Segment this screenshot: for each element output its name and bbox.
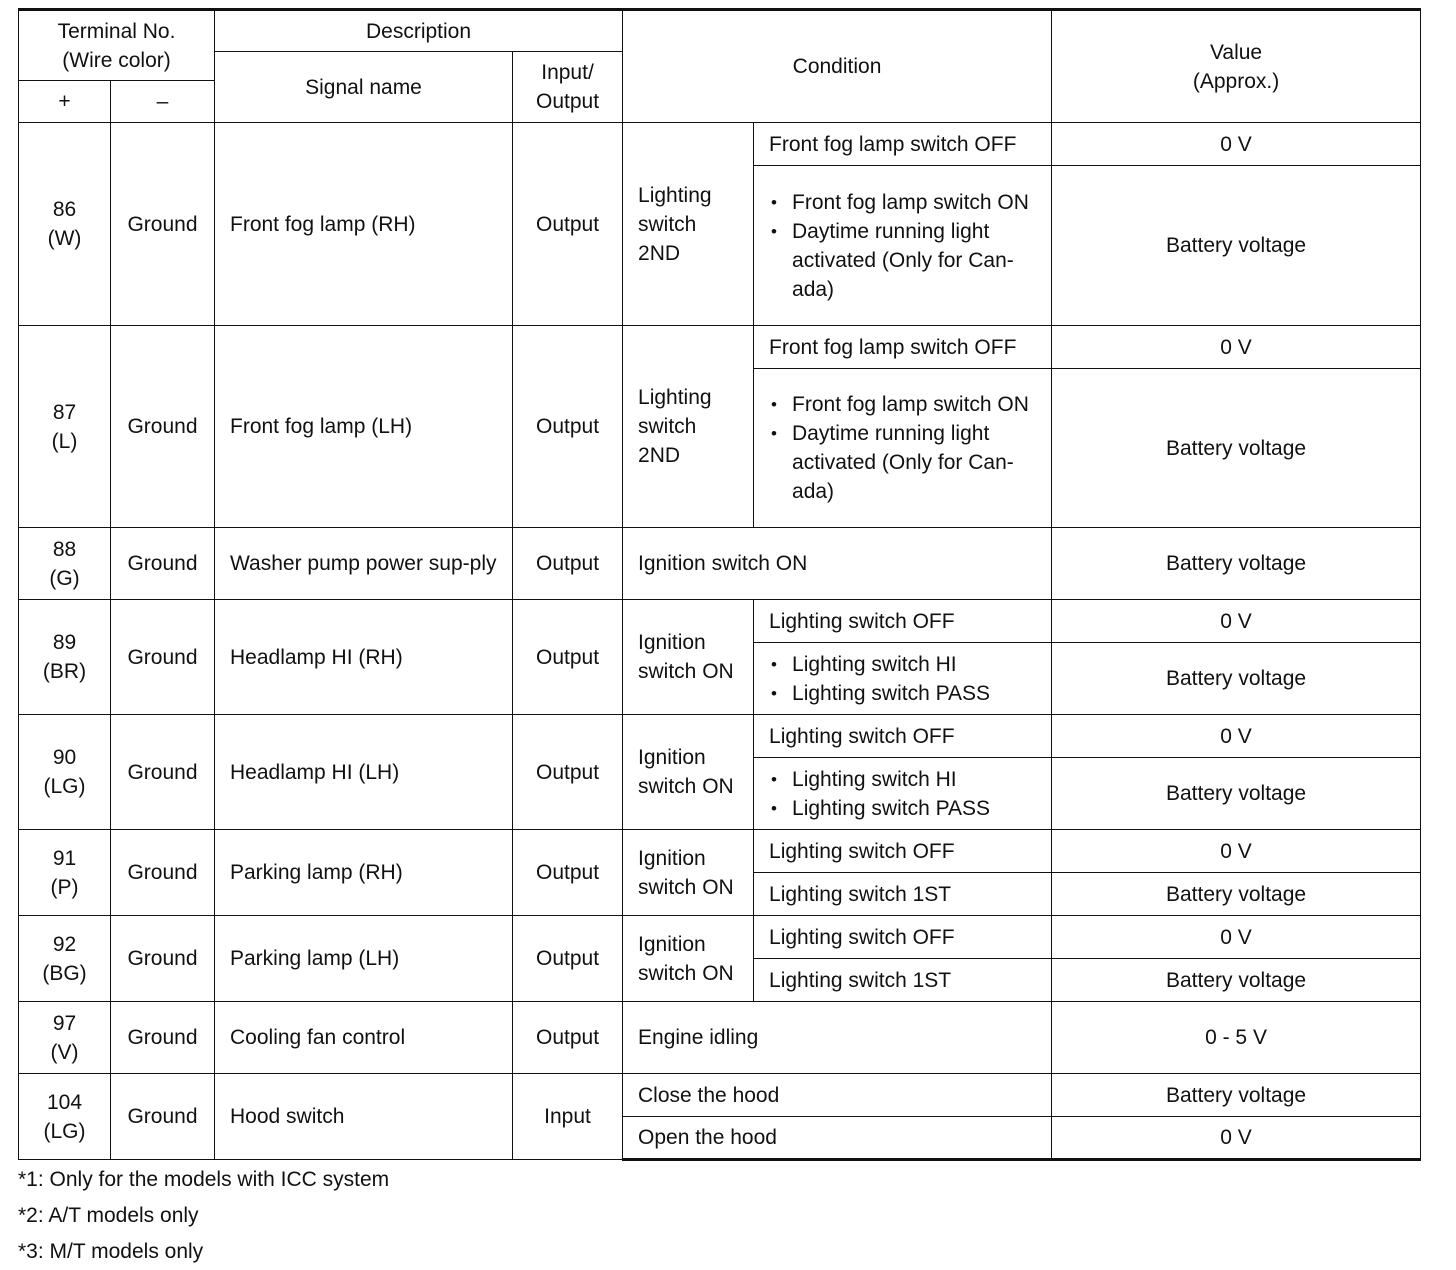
value-cell: 0 V (1052, 600, 1421, 643)
sub-condition-cell (754, 758, 1052, 830)
sub-condition-cell: Lighting switch 1ST (754, 873, 1052, 916)
terminal-cell (19, 123, 111, 326)
header-input-output (513, 52, 623, 123)
terminal-cell (19, 1002, 111, 1074)
bullet-item: • Daytime running light activated (Only for Can-ada) (769, 419, 1045, 506)
signal-name-cell: Washer pump power sup-ply (215, 528, 513, 600)
condition-line: Ignition (638, 631, 706, 654)
condition-main-cell (623, 326, 754, 528)
condition-line: Ignition (638, 932, 706, 956)
value-cell: Battery voltage (1052, 369, 1421, 528)
value-cell: Battery voltage (1052, 528, 1421, 600)
condition-cell: Engine idling (623, 1002, 1052, 1074)
bullet-item: • Lighting switch HI (769, 765, 1045, 794)
sub-condition-cell: Lighting switch OFF (754, 600, 1052, 643)
terminal-number: 90 (52, 746, 77, 769)
sub-condition-cell: Front fog lamp switch OFF (754, 326, 1052, 369)
value-cell: Battery voltage (1052, 758, 1421, 830)
terminal-number: 92 (52, 932, 77, 956)
value-cell: Battery voltage (1052, 959, 1421, 1002)
io-cell: Output (513, 326, 623, 528)
value-cell: 0 - 5 V (1052, 1002, 1421, 1074)
bullet-list (769, 765, 1045, 823)
io-cell: Input (513, 1074, 623, 1160)
terminal-table (18, 8, 1421, 1161)
header-input-label: Input/ (541, 61, 594, 84)
value-cell: 0 V (1052, 830, 1421, 873)
table-row (19, 1074, 1421, 1117)
condition-line: Ignition (638, 746, 706, 769)
signal-name-cell: Headlamp HI (RH) (215, 600, 513, 715)
sub-condition-cell (754, 166, 1052, 326)
wire-color: (BR) (42, 660, 87, 683)
terminal-cell (19, 326, 111, 528)
wire-color: (L) (51, 429, 78, 453)
io-cell: Output (513, 916, 623, 1002)
header-value (1052, 10, 1421, 123)
condition-line: Lighting (638, 386, 712, 409)
condition-main-cell (623, 123, 754, 326)
value-cell: 0 V (1052, 1117, 1421, 1160)
terminal-cell (19, 916, 111, 1002)
ground-cell: Ground (111, 1002, 215, 1074)
ground-cell: Ground (111, 1074, 215, 1160)
terminal-table-container (18, 8, 1420, 1161)
io-cell: Output (513, 1002, 623, 1074)
condition-line: switch ON (638, 660, 734, 683)
header-row-1 (19, 10, 1421, 52)
ground-cell: Ground (111, 830, 215, 916)
footnote: *3: M/T models only (18, 1240, 204, 1263)
value-cell: 0 V (1052, 715, 1421, 758)
bullet-item: • Lighting switch PASS (769, 679, 1045, 708)
condition-main-cell (623, 830, 754, 916)
header-terminal-label: Terminal No. (57, 19, 176, 43)
table-row (19, 715, 1421, 758)
table-row (19, 600, 1421, 643)
signal-name-cell: Parking lamp (LH) (215, 916, 513, 1002)
wire-color: (BG) (42, 961, 87, 985)
bullet-list (769, 188, 1045, 304)
terminal-cell (19, 600, 111, 715)
condition-line: 2ND (638, 444, 681, 467)
condition-main-cell (623, 715, 754, 830)
ground-cell: Ground (111, 326, 215, 528)
condition-line: switch (638, 212, 697, 236)
header-approx-label: (Approx.) (1192, 69, 1280, 93)
wire-color: (W) (47, 227, 82, 250)
condition-main-cell (623, 916, 754, 1002)
terminal-number: 91 (52, 846, 77, 870)
table-row (19, 830, 1421, 873)
sub-condition-cell: Front fog lamp switch OFF (754, 123, 1052, 166)
value-cell: 0 V (1052, 123, 1421, 166)
signal-name-cell: Parking lamp (RH) (215, 830, 513, 916)
header-minus: – (111, 81, 215, 123)
value-cell: Battery voltage (1052, 166, 1421, 326)
ground-cell: Ground (111, 916, 215, 1002)
sub-condition-cell: Lighting switch OFF (754, 715, 1052, 758)
signal-name-cell: Cooling fan control (215, 1002, 513, 1074)
io-cell: Output (513, 600, 623, 715)
value-cell: Battery voltage (1052, 873, 1421, 916)
bullet-item: • Lighting switch PASS (769, 794, 1045, 823)
condition-line: Lighting (638, 183, 712, 207)
header-plus: + (19, 81, 111, 123)
header-wire-color-label: (Wire color) (62, 48, 171, 72)
signal-name-cell: Headlamp HI (LH) (215, 715, 513, 830)
bullet-item: • Lighting switch HI (769, 650, 1045, 679)
value-cell: 0 V (1052, 326, 1421, 369)
terminal-number: 87 (52, 400, 77, 424)
wire-color: (V) (50, 1040, 79, 1064)
table-row (19, 916, 1421, 959)
table-row (19, 1002, 1421, 1074)
terminal-cell (19, 1074, 111, 1160)
terminal-number: 97 (52, 1011, 77, 1035)
condition-line: switch ON (638, 961, 734, 985)
sub-condition-cell (754, 643, 1052, 715)
header-description: Description (215, 10, 623, 52)
io-cell: Output (513, 830, 623, 916)
condition-cell: Ignition switch ON (623, 528, 1052, 600)
wire-color: (P) (50, 875, 79, 899)
table-row (19, 528, 1421, 600)
terminal-number: 86 (52, 198, 77, 221)
header-signal-name: Signal name (215, 52, 513, 123)
sub-condition-cell (754, 369, 1052, 528)
footnote: *1: Only for the models with ICC system (18, 1168, 390, 1191)
condition-cell: Close the hood (623, 1074, 1052, 1117)
condition-line: switch ON (638, 775, 734, 798)
io-cell: Output (513, 123, 623, 326)
ground-cell: Ground (111, 528, 215, 600)
signal-name-cell: Front fog lamp (RH) (215, 123, 513, 326)
ground-cell: Ground (111, 715, 215, 830)
wire-color: (G) (49, 566, 80, 590)
footnotes (18, 1162, 389, 1270)
condition-line: switch ON (638, 875, 734, 899)
terminal-number: 89 (52, 631, 77, 654)
footnote: *2: A/T models only (18, 1204, 199, 1227)
terminal-cell (19, 528, 111, 600)
terminal-number: 104 (46, 1090, 83, 1114)
condition-cell: Open the hood (623, 1117, 1052, 1160)
ground-cell: Ground (111, 123, 215, 326)
terminal-number: 88 (52, 537, 77, 561)
ground-cell: Ground (111, 600, 215, 715)
condition-line: switch (638, 415, 697, 438)
terminal-cell (19, 715, 111, 830)
header-terminal-no (19, 10, 215, 81)
header-condition: Condition (623, 10, 1052, 123)
header-output-label: Output (535, 90, 600, 113)
table-row (19, 326, 1421, 369)
condition-line: Ignition (638, 846, 706, 870)
io-cell: Output (513, 715, 623, 830)
sub-condition-cell: Lighting switch 1ST (754, 959, 1052, 1002)
wire-color: (LG) (43, 1119, 86, 1143)
signal-name-cell: Hood switch (215, 1074, 513, 1160)
value-cell: 0 V (1052, 916, 1421, 959)
wire-color: (LG) (43, 775, 86, 798)
io-cell: Output (513, 528, 623, 600)
condition-line: 2ND (638, 241, 681, 265)
bullet-item: • Daytime running light activated (Only for Can-ada) (769, 217, 1045, 304)
condition-main-cell (623, 600, 754, 715)
header-value-label: Value (1209, 40, 1263, 64)
bullet-list (769, 650, 1045, 708)
signal-name-cell: Front fog lamp (LH) (215, 326, 513, 528)
bullet-item: • Front fog lamp switch ON (769, 390, 1045, 419)
value-cell: Battery voltage (1052, 1074, 1421, 1117)
sub-condition-cell: Lighting switch OFF (754, 916, 1052, 959)
terminal-cell (19, 830, 111, 916)
bullet-list (769, 390, 1045, 506)
sub-condition-cell: Lighting switch OFF (754, 830, 1052, 873)
table-row (19, 123, 1421, 166)
bullet-item: • Front fog lamp switch ON (769, 188, 1045, 217)
value-cell: Battery voltage (1052, 643, 1421, 715)
